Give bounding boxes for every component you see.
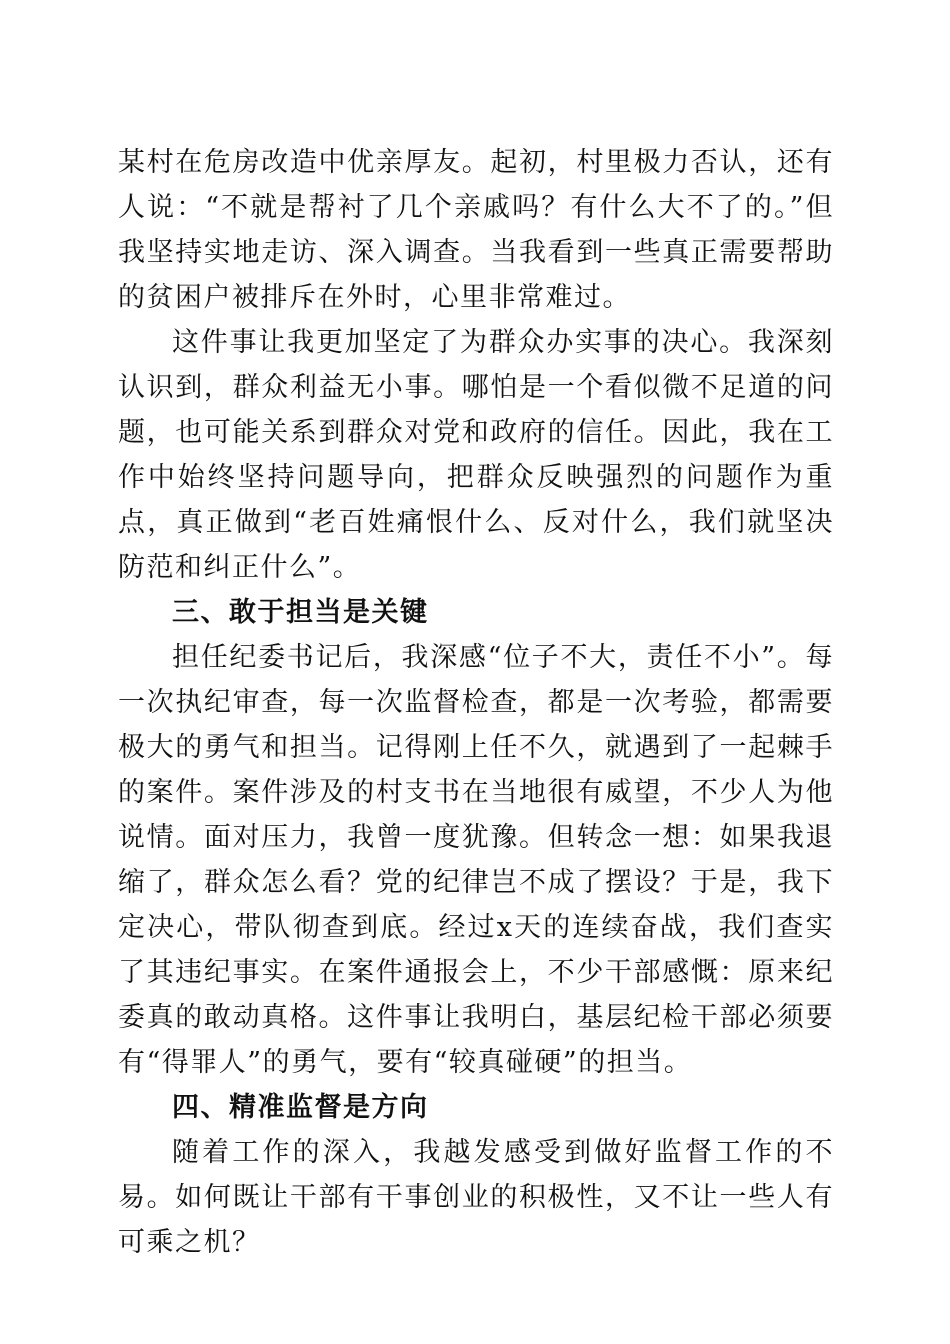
- paragraph-continued: 某村在危房改造中优亲厚友。起初，村里极力否认，还有人说：“不就是帮衬了几个亲戚吗？有什么大不了的。”但我坚持实地走访、深入调查。当我看到一些真正需要帮助的贫困户被排斥在外时，心里非常难过。: [118, 147, 834, 313]
- paragraph-responsibility: 担任纪委书记后，我深感“位子不大，责任不小”。每一次执纪审查，每一次监督检查，都是一次考验，都需要极大的勇气和担当。记得刚上任不久，就遇到了一起棘手的案件。案件涉及的村支书在当地很有威望，不少人为他说情。面对压力，我曾一度犹豫。但转念一想：如果我退缩了，群众怎么看？党的纪律岂不成了摆设？于是，我下定决心，带队彻查到底。经过x天的连续奋战，我们查实了其违纪事实。在案件通报会上，不少干部感慨：原来纪委真的敢动真格。这件事让我明白，基层纪检干部必须要有“得罪人”的勇气，要有“较真碰硬”的担当。: [118, 642, 834, 1078]
- document-page: [118, 140, 834, 1265]
- section-heading-three: 三、敢于担当是关键: [172, 597, 429, 628]
- paragraph-supervision: 随着工作的深入，我越发感受到做好监督工作的不易。如何既让干部有干事创业的积极性，又不让一些人有可乘之机？: [118, 1137, 834, 1258]
- section-heading-four: 四、精准监督是方向: [172, 1092, 429, 1123]
- paragraph-determination: 这件事让我更加坚定了为群众办实事的决心。我深刻认识到，群众利益无小事。哪怕是一个看似微不足道的问题，也可能关系到群众对党和政府的信任。因此，我在工作中始终坚持问题导向，把群众反映强烈的问题作为重点，真正做到“老百姓痛恨什么、反对什么，我们就坚决防范和纠正什么”。: [118, 327, 834, 583]
